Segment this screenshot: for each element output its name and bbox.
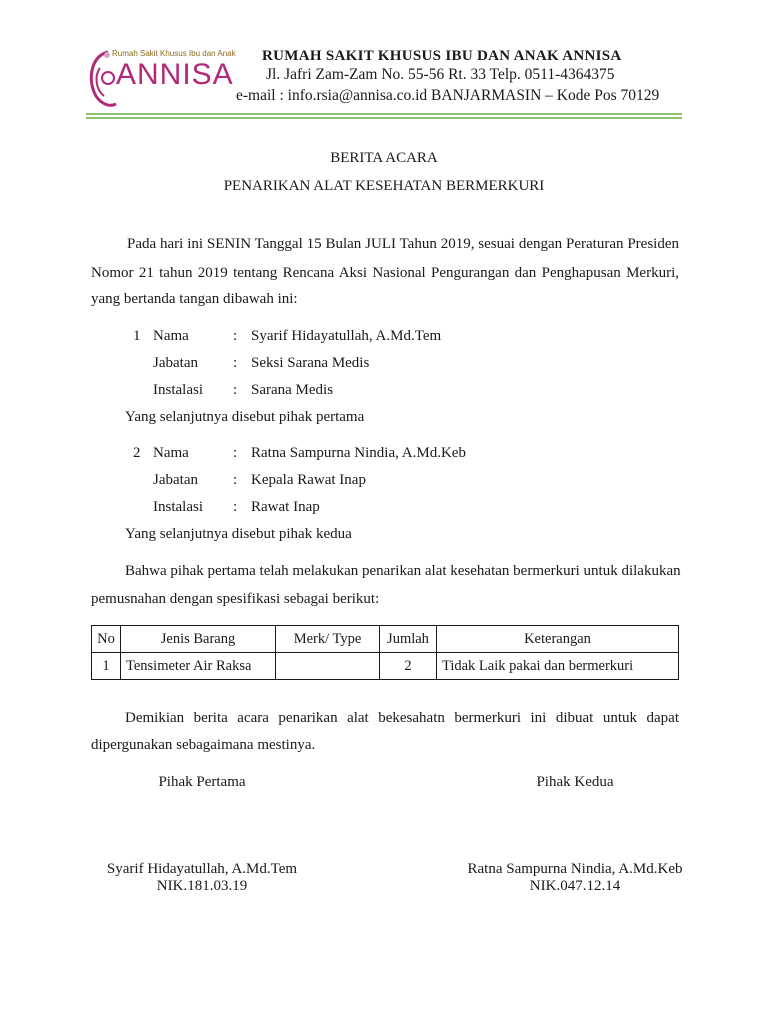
party-2-unit-label: Instalasi — [153, 499, 203, 515]
closing-line-1: Demikian berita acara penarikan alat bekesahatn bermerkuri ini dibuat untuk dapat — [125, 710, 679, 726]
hospital-logo — [86, 44, 236, 116]
party-1-unit-label: Instalasi — [153, 382, 203, 398]
party-1-unit-value: Sarana Medis — [251, 382, 334, 398]
header-item-type: Jenis Barang — [121, 626, 276, 653]
statement-line-1: Bahwa pihak pertama telah melakukan penarikan alat kesehatan bermerkuri untuk dilakukan — [125, 563, 681, 579]
party-2-unit-sep: : — [233, 499, 238, 515]
party-1-number: 1 — [133, 328, 141, 344]
party-1-name-sep: : — [233, 328, 238, 344]
table-row — [92, 653, 679, 680]
signature-right-name: Ratna Sampurna Nindia, A.Md.Keb — [467, 861, 683, 877]
party-2-position-label: Jabatan — [153, 472, 198, 488]
signature-right-role: Pihak Kedua — [536, 774, 614, 790]
logo-subtitle: Rumah Sakit Khusus Ibu dan Anak — [112, 49, 236, 58]
party-2-name-label: Nama — [153, 445, 189, 461]
party-1-designation: Yang selanjutnya disebut pihak pertama — [125, 409, 365, 425]
cell-brand-type — [276, 653, 380, 680]
logo-wordmark: ANNISA — [116, 58, 234, 91]
cell-remarks: Tidak Laik pakai dan bermerkuri — [437, 653, 679, 680]
party-1-position-label: Jabatan — [153, 355, 198, 371]
table-header-row — [92, 626, 679, 653]
cell-quantity: 2 — [380, 653, 437, 680]
intro-line-3: yang bertanda tangan dibawah ini: — [91, 291, 298, 307]
party-1-position-value: Seksi Sarana Medis — [251, 355, 370, 371]
party-2-position-sep: : — [233, 472, 238, 488]
header-brand-type: Merk/ Type — [276, 626, 380, 653]
document-title: BERITA ACARA — [330, 150, 438, 166]
header-quantity: Jumlah — [380, 626, 437, 653]
party-2-position-value: Kepala Rawat Inap — [251, 472, 366, 488]
cell-no: 1 — [92, 653, 121, 680]
hospital-name: RUMAH SAKIT KHUSUS IBU DAN ANAK ANNISA — [262, 48, 622, 64]
signature-left-role: Pihak Pertama — [158, 774, 246, 790]
header-divider-top — [86, 113, 682, 115]
signature-left-nik: NIK.181.03.19 — [156, 878, 248, 894]
party-2-designation: Yang selanjutnya disebut pihak kedua — [125, 526, 352, 542]
intro-line-2: Nomor 21 tahun 2019 tentang Rencana Aksi Nasional Pengurangan dan Penghapusan Merkuri, — [91, 265, 679, 281]
party-2-name-sep: : — [233, 445, 238, 461]
signature-left-name: Syarif Hidayatullah, A.Md.Tem — [106, 861, 298, 877]
intro-line-1: Pada hari ini SENIN Tanggal 15 Bulan JULI Tahun 2019, sesuai dengan Peraturan Presiden — [127, 236, 679, 252]
party-2-unit-value: Rawat Inap — [251, 499, 320, 515]
statement-line-2: pemusnahan dengan spesifikasi sebagai berikut: — [91, 591, 380, 607]
party-1-name-label: Nama — [153, 328, 189, 344]
specification-table — [91, 625, 679, 680]
hospital-contact: e-mail : info.rsia@annisa.co.id BANJARMASIN – Kode Pos 70129 — [236, 87, 660, 104]
party-1-name-value: Syarif Hidayatullah, A.Md.Tem — [251, 328, 442, 344]
document-subtitle: PENARIKAN ALAT KESEHATAN BERMERKURI — [223, 178, 545, 194]
party-1-unit-sep: : — [233, 382, 238, 398]
signature-right-nik: NIK.047.12.14 — [529, 878, 621, 894]
header-remarks: Keterangan — [437, 626, 679, 653]
header-divider-bottom — [86, 117, 682, 119]
header-no: No — [92, 626, 121, 653]
hospital-address: Jl. Jafri Zam-Zam No. 55-56 Rt. 33 Telp. 0511-4364375 — [266, 66, 615, 83]
closing-line-2: dipergunakan sebagaimana mestinya. — [91, 737, 316, 753]
party-1-position-sep: : — [233, 355, 238, 371]
party-2-name-value: Ratna Sampurna Nindia, A.Md.Keb — [251, 445, 466, 461]
party-2-number: 2 — [133, 445, 141, 461]
cell-item-type: Tensimeter Air Raksa — [121, 653, 276, 680]
